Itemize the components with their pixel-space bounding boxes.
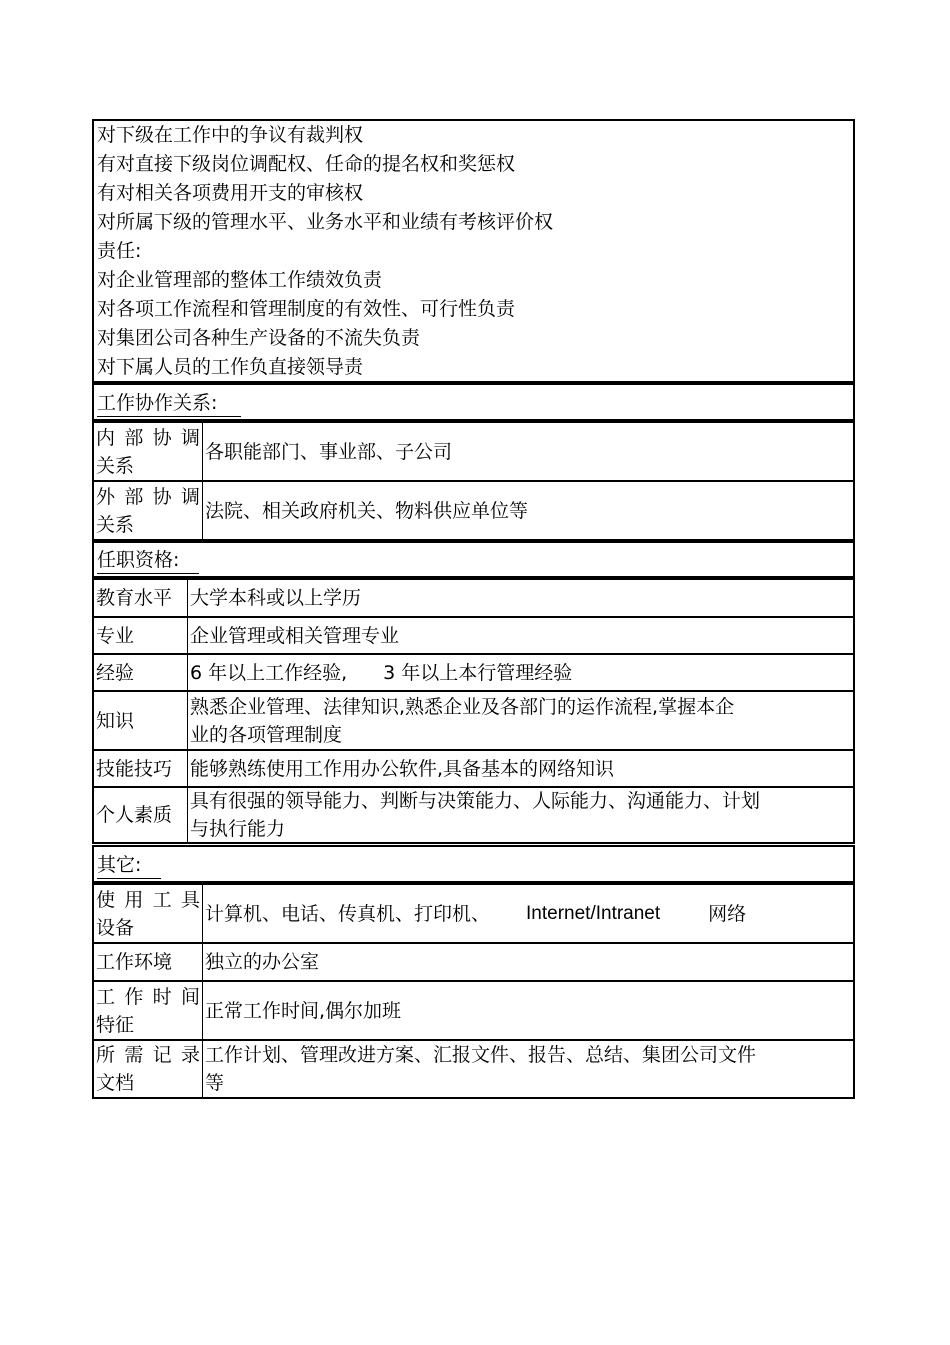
qualifications-table (92, 578, 855, 844)
table-row (94, 421, 853, 480)
authority-line: 有对直接下级岗位调配权、任命的提名权和奖惩权 (97, 153, 516, 175)
qualifications-header (92, 541, 855, 578)
documents-value: 工作计划、管理改进方案、汇报文件、报告、总结、集团公司文件 等 (205, 1044, 757, 1094)
table-row (94, 616, 853, 653)
qualifications-title: 任职资格: (97, 548, 199, 574)
responsibility-heading: 责任: (97, 240, 142, 262)
responsibility-line: 对集团公司各种生产设备的不流失负责 (97, 327, 421, 349)
skills-label: 技能技巧 (94, 751, 188, 786)
responsibility-line: 对下属人员的工作负直接领导责 (97, 356, 364, 378)
tools-value: 计算机、电话、传真机、打印机、 Internet/Intranet 网络 (205, 902, 747, 925)
documents-label: 所需记录 文档 (94, 1041, 203, 1097)
authority-line: 对所属下级的管理水平、业务水平和业绩有考核评价权 (97, 211, 554, 233)
table-row (94, 749, 853, 786)
environment-label: 工作环境 (94, 944, 203, 980)
environment-value: 独立的办公室 (205, 951, 320, 973)
other-table (92, 883, 855, 1099)
table-row (94, 942, 853, 980)
education-label: 教育水平 (94, 580, 188, 616)
authority-section (92, 119, 855, 383)
tools-label: 使用工具 设备 (94, 885, 203, 942)
other-title: 其它: (97, 853, 161, 879)
authority-line: 对下级在工作中的争议有裁判权 (97, 124, 364, 146)
other-header (92, 845, 855, 883)
table-row (94, 578, 853, 616)
external-value: 法院、相关政府机关、物料供应单位等 (205, 499, 529, 522)
responsibility-line: 对企业管理部的整体工作绩效负责 (97, 269, 383, 291)
education-value: 大学本科或以上学历 (190, 587, 362, 609)
knowledge-value: 熟悉企业管理、法律知识,熟悉企业及各部门的运作流程,掌握本企 业的各项管理制度 (190, 695, 735, 746)
major-label: 专业 (94, 618, 188, 653)
table-row (94, 690, 853, 749)
internal-label: 内部协调 关系 (94, 423, 203, 480)
authority-line: 有对相关各项费用开支的审核权 (97, 182, 364, 204)
cooperation-header (92, 383, 855, 421)
personal-label: 个人素质 (94, 788, 188, 842)
table-row (94, 786, 853, 844)
external-label: 外部协调 关系 (94, 482, 203, 539)
table-row (94, 980, 853, 1039)
cooperation-table (92, 421, 855, 541)
work-time-value: 正常工作时间,偶尔加班 (205, 999, 402, 1022)
knowledge-label: 知识 (94, 692, 188, 749)
experience-value: 6 年以上工作经验, 3 年以上本行管理经验 (190, 661, 573, 684)
experience-label: 经验 (94, 655, 188, 690)
table-row (94, 653, 853, 690)
personal-value: 具有很强的领导能力、判断与决策能力、人际能力、沟通能力、计划 与执行能力 (190, 790, 761, 840)
cooperation-title: 工作协作关系: (97, 391, 241, 417)
skills-value: 能够熟练使用工作用办公软件,具备基本的网络知识 (190, 757, 615, 780)
table-row (94, 1039, 853, 1099)
work-time-label: 工作时间 特征 (94, 982, 203, 1039)
table-row (94, 480, 853, 541)
major-value: 企业管理或相关管理专业 (190, 624, 400, 647)
table-row (94, 883, 853, 942)
internal-value: 各职能部门、事业部、子公司 (205, 440, 453, 463)
responsibility-line: 对各项工作流程和管理制度的有效性、可行性负责 (97, 298, 516, 320)
